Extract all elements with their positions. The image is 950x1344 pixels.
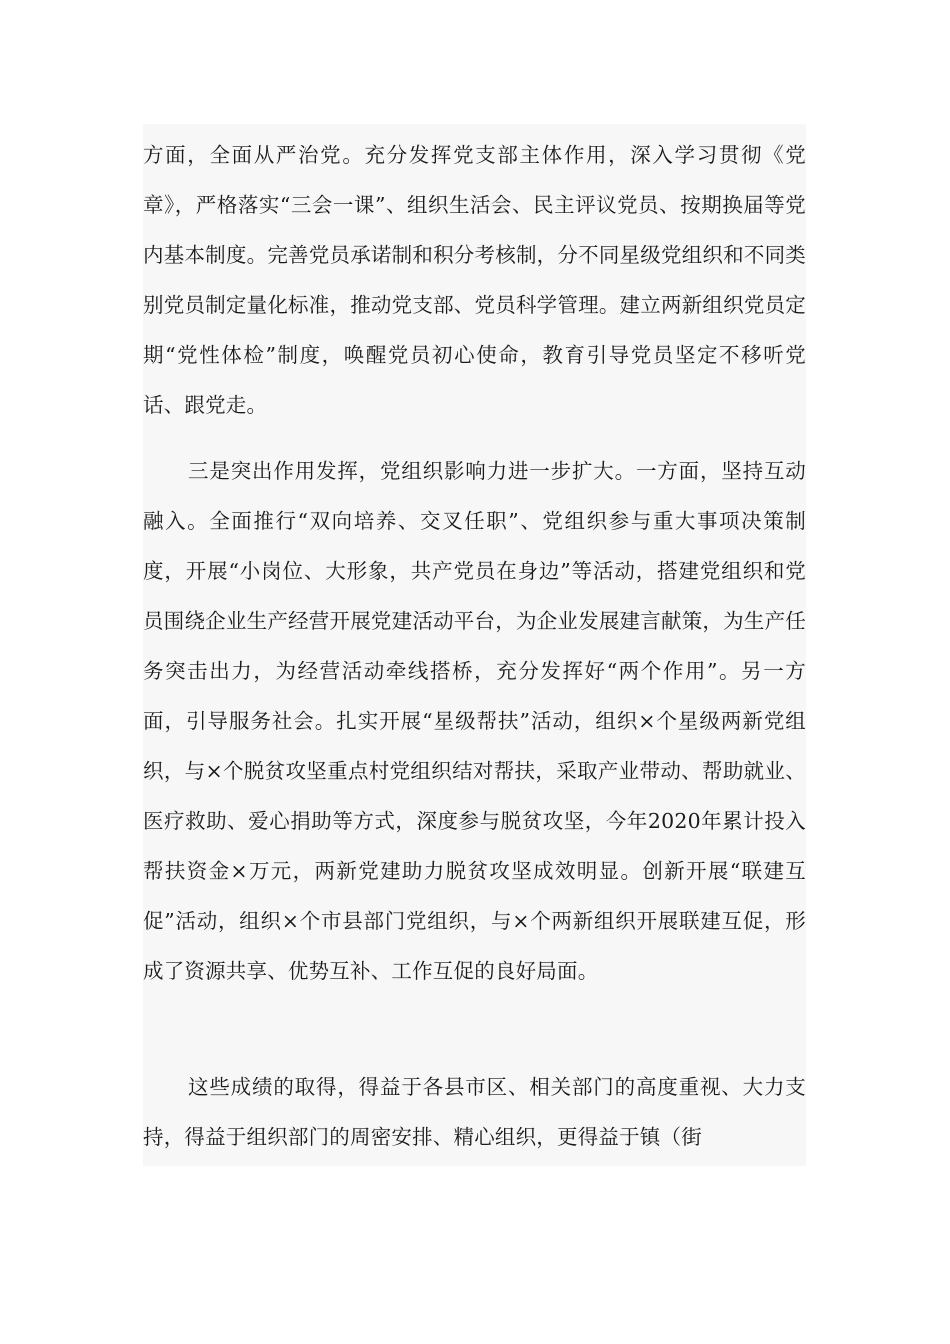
paragraph-1: 方面，全面从严治党。充分发挥党支部主体作用，深入学习贯彻《党章》，严格落实“三会一课”、组织生活会、民主评议党员、按期换届等党内基本制度。完善党员承诺制和积分考核制，分不同星级党组织和不同类别党员制定量化标准，推动党支部、党员科学管理。建立两新组织党员定期“党性体检”制度，唤醒党员初心使命，教育引导党员坚定不移听党话、跟党走。 (143, 143, 806, 417)
paragraph-3: 这些成绩的取得，得益于各县市区、相关部门的高度重视、大力支持，得益于组织部门的周密安排、精心组织，更得益于镇（街 (143, 1075, 806, 1149)
paragraph-2: 三是突出作用发挥，党组织影响力进一步扩大。一方面，坚持互动融入。全面推行“双向培养、交叉任职”、党组织参与重大事项决策制度，开展“小岗位、大形象，共产党员在身边”等活动，搭建党组织和党员围绕企业生产经营开展党建活动平台，为企业发展建言献策，为生产任务突击出力，为经营活动牵线搭桥，充分发挥好“两个作用”。另一方面，引导服务社会。扎实开展“星级帮扶”活动，组织×个星级两新党组织，与×个脱贫攻坚重点村党组织结对帮扶，采取产业带动、帮助就业、医疗救助、爱心捐助等方式，深度参与脱贫攻坚，今年2020年累计投入帮扶资金×万元，两新党建助力脱贫攻坚成效明显。创新开展“联建互促”活动，组织×个市县部门党组织，与×个两新组织开展联建互促，形成了资源共享、优势互补、工作互促的良好局面。 (143, 459, 806, 983)
document-text-block (143, 124, 806, 1166)
